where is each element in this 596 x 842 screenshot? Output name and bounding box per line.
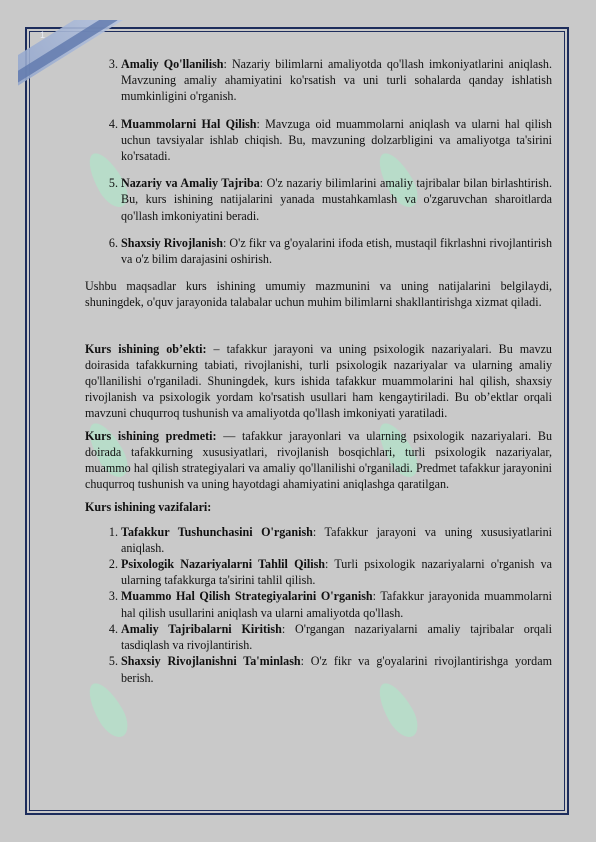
list-item bbox=[121, 56, 552, 105]
list-item-text: : Turli psixologik nazariyalarni o'rganish va ularning tafakkurga ta'sirini tahlil qilish. bbox=[121, 557, 552, 588]
document-body bbox=[85, 56, 552, 686]
list-item bbox=[121, 653, 552, 685]
list-item-text: : Tafakkur jarayoni va uning xususiyatlarini aniqlash. bbox=[121, 524, 552, 555]
list-item bbox=[121, 588, 552, 620]
object-paragraph bbox=[85, 341, 552, 422]
list-item bbox=[121, 175, 552, 224]
list-item bbox=[121, 556, 552, 588]
list-item-term: Tafakkur Tushunchasini O'rganish bbox=[121, 524, 313, 539]
object-text: – tafakkur jarayoni va uning psixologik nazariyalari. Bu mavzu doirasida tafakkurning tabiati, rivojlanishi, turli psixologik nazariyalar va ularning amaliy qo'llanilishi o'rganiladi. Shuningdek, kurs ishida tafakkur muammolarini hal qilish, shaxsiy rivojlanish va psixologik yordam ko'rsatish usullari ham kengaytiriladi. Bu ob’ektlar orqali mavzuni chuqurroq tushunish va amaliyotda qo'llash imkoniyati yaratiladi. bbox=[85, 341, 552, 421]
list-item-term: Amaliy Qo'llanilish bbox=[121, 57, 224, 71]
subject-label: Kurs ishining predmeti: bbox=[85, 428, 217, 443]
page-number: 1 bbox=[40, 30, 46, 40]
list-item-term: Shaxsiy Rivojlanishni Ta'minlash bbox=[121, 654, 301, 669]
object-label: Kurs ishining ob’ekti: bbox=[85, 341, 207, 356]
tasks-list bbox=[85, 524, 552, 686]
list-item-text: : O'z fikr va g'oyalarini rivojlantirishga yordam berish. bbox=[121, 654, 553, 685]
list-item-term: Amaliy Tajribalarni Kiritish bbox=[121, 621, 282, 636]
summary-paragraph: Ushbu maqsadlar kurs ishining umumiy mazmunini va uning natijalarini belgilaydi, shuningdek, o'quv jarayonida talabalar uchun muhim bilimlarni shakllantirishga xizmat qiladi. bbox=[85, 279, 552, 310]
list-item bbox=[121, 235, 552, 267]
list-item bbox=[121, 524, 552, 556]
list-item-text: : O'z fikr va g'oyalarini ifoda etish, mustaqil fikrlashni rivojlantirish va o'z bilim darajasini oshirish. bbox=[121, 235, 552, 267]
list-item-term: Muammolarni Hal Qilish bbox=[121, 116, 257, 131]
list-item-term: Psixologik Nazariyalarni Tahlil Qilish bbox=[121, 557, 326, 572]
list-item-text: : Tafakkur jarayonida muammolarni hal qilish usullarini aniqlash va ularni amaliyotda qo'llash. bbox=[121, 589, 552, 620]
list-item-text: : O'z nazariy bilimlarini amaliy tajribalar bilan birlashtirish. Bu, kurs ishining natijalarini yanada mustahkamlash va o'zgaruvchan sharoitlarda qo'llash imkoniyatini beradi. bbox=[121, 176, 553, 223]
list-item-term: Shaxsiy Rivojlanish bbox=[121, 235, 223, 250]
tasks-heading: Kurs ishining vazifalari: bbox=[85, 500, 212, 515]
list-item-term: Muammo Hal Qilish Strategiyalarini O'rganish bbox=[121, 589, 373, 604]
goals-list bbox=[85, 56, 552, 267]
subject-text: — tafakkur jarayonlari va ularning psixologik nazariyalari. Bu doirada tafakkurning xususiyatlari, rivojlanish bosqichlari, turli psixologik nazariyalar, muammo hal qilish strategiyalari va amaliy qo'llanilishi o'rganiladi. Predmet tafakkur jarayonini chuqurroq tushunish va uning hayotdagi ahamiyatini aniqlashga qaratilgan. bbox=[85, 428, 552, 492]
list-item bbox=[121, 116, 552, 165]
list-item-text: : O'rgangan nazariyalarni amaliy tajribalar orqali tasdiqlash va rivojlantirish. bbox=[121, 621, 553, 653]
subject-paragraph bbox=[85, 428, 552, 493]
list-item bbox=[121, 621, 552, 653]
list-item-text: : Mavzuga oid muammolarni aniqlash va ularni hal qilish uchun tavsiyalar ishlab chiqish. Bu, mavzuning dolzarbligini va amaliyotga ta'sirini ko'rsatadi. bbox=[121, 116, 552, 164]
list-item-term: Nazariy va Amaliy Tajriba bbox=[121, 176, 260, 191]
list-item-text: : Nazariy bilimlarni amaliyotda qo'llash imkoniyatlarini aniqlash. Mavzuning amaliy ahamiyatini ko'rsatish va uni turli sohalarda qanday ishlatish mumkinligini o'rganish. bbox=[121, 57, 552, 104]
